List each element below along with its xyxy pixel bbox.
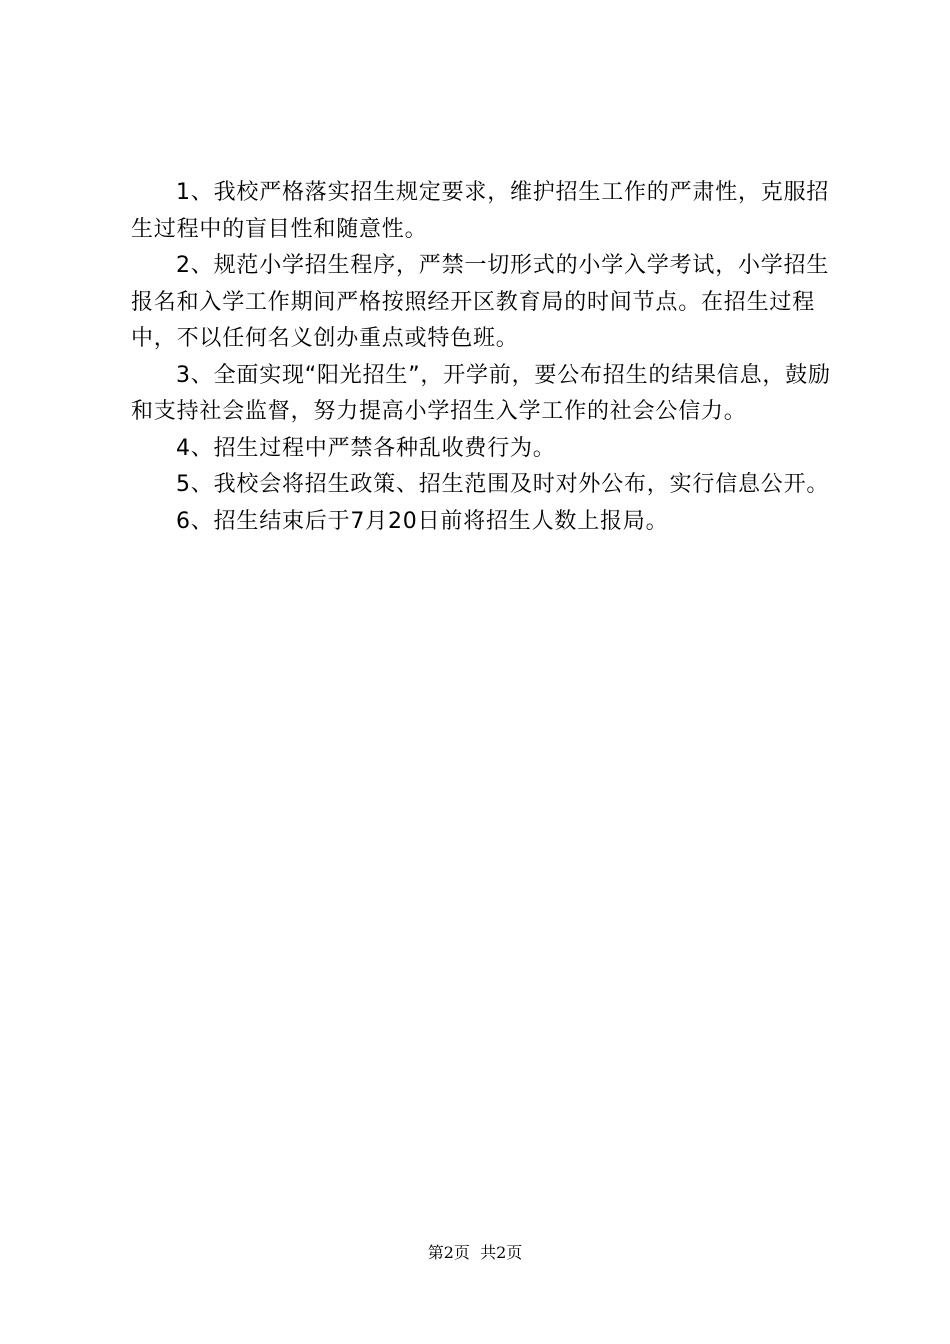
document-body xyxy=(131,175,851,540)
paragraph-3: 3、全面实现“阳光招生”，开学前，要公布招生的结果信息，鼓励和支持社会监督，努力提高小学招生入学工作的社会公信力。 xyxy=(131,362,831,424)
page-footer xyxy=(0,1241,950,1265)
paragraph-6: 6、招生结束后于7月20日前将招生人数上报局。 xyxy=(176,508,669,534)
page-number-label: 第2页 共2页 xyxy=(427,1243,523,1262)
paragraph-2: 2、规范小学招生程序，严禁一切形式的小学入学考试，小学招生报名和入学工作期间严格按照经开区教育局的时间节点。在招生过程中，不以任何名义创办重点或特色班。 xyxy=(131,253,830,351)
paragraph-5: 5、我校会将招生政策、招生范围及时对外公布，实行信息公开。 xyxy=(176,472,830,497)
paragraph-1: 1、我校严格落实招生规定要求，维护招生工作的严肃性，克服招生过程中的盲目性和随意性。 xyxy=(131,180,830,242)
paragraph-4: 4、招生过程中严禁各种乱收费行为。 xyxy=(176,435,556,461)
